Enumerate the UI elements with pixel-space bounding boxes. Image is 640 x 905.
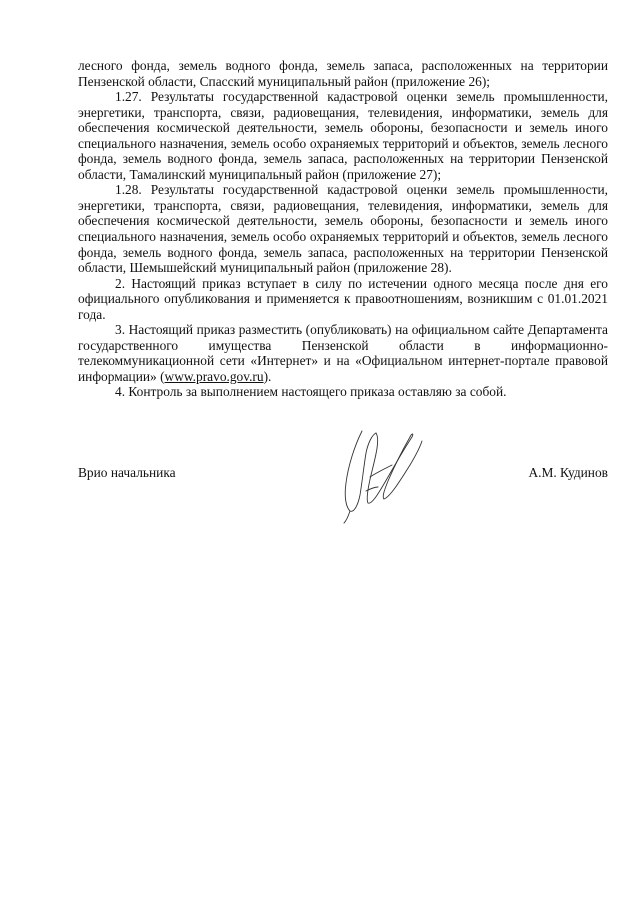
paragraph-2: 2. Настоящий приказ вступает в силу по истечении одного месяца после дня его официального опубликования и применяется к правоотношениям, возникшим с 01.01.2021 года. — [78, 275, 608, 322]
paragraph-3 — [78, 322, 608, 384]
paragraph-1-28: 1.28. Результаты государственной кадастровой оценки земель промышленности, энергетики, транспорта, связи, радиовещания, телевидения, информатики, земель для обеспечения космической деятельности, земель обороны, безопасности и земель иного специального назначения, земель особо охраняемых территорий и объектов, земель лесного фонда, земель водного фонда, земель запаса, расположенных на территории Пензенской области, Шемышейский муниципальный район (приложение 28). — [78, 182, 608, 276]
paragraph-1-27: 1.27. Результаты государственной кадастровой оценки земель промышленности, энергетики, транспорта, связи, радиовещания, телевидения, информатики, земель для обеспечения космической деятельности, земель обороны, безопасности и земель иного специального назначения, земель особо охраняемых территорий и объектов, земель лесного фонда, земель водного фонда, земель запаса, расположенных на территории Пензенской области, Тамалинский муниципальный район (приложение 27); — [78, 89, 608, 182]
pravo-link[interactable]: www.pravo.gov.ru — [164, 368, 264, 384]
document-body — [78, 58, 608, 400]
paragraph-3-end: ). — [263, 368, 272, 384]
handwritten-signature — [340, 425, 425, 525]
signatory-name: А.М. Кудинов — [528, 465, 608, 480]
paragraph-4: 4. Контроль за выполнением настоящего приказа оставляю за собой. — [115, 384, 507, 400]
signatory-position: Врио начальника — [78, 465, 176, 480]
paragraph-continuation: лесного фонда, земель водного фонда, земель запаса, расположенных на территории Пензенской области, Спасский муниципальный район (приложение 26); — [78, 58, 608, 89]
paragraph-3-text: 3. Настоящий приказ разместить (опубликовать) на официальном сайте Департамента государственного имущества Пензенской области в информационно-телекоммуникационной сети «Интернет» и на «Официальном интернет-портале правовой информации» ( — [78, 322, 608, 384]
